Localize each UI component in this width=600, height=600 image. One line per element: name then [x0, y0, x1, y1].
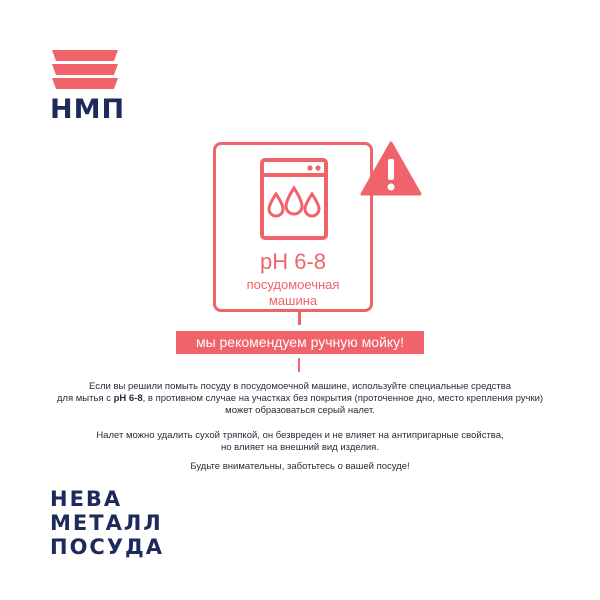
brand-line-3: ПОСУДА	[50, 535, 164, 559]
device-name-line-2: машина	[268, 293, 318, 308]
recommendation-banner: мы рекомендуем ручную мойку!	[176, 331, 424, 354]
ph-value: pH 6-8	[259, 249, 327, 274]
brand-name	[50, 487, 164, 559]
paragraph-1-line-3: может образоваться серый налет.	[225, 405, 375, 416]
logo-text: НМП	[50, 94, 126, 125]
brand-line-1: НЕВА	[50, 487, 123, 511]
paragraph-1-line-1: Если вы решили помыть посуду в посудомоечной машине, используйте специальные средства	[88, 381, 512, 392]
paragraph-2-line-2: но влияет на внешний вид изделия.	[221, 442, 379, 453]
stacked-pans-icon	[50, 48, 120, 92]
brand-line-2: МЕТАЛЛ	[50, 511, 163, 535]
paragraph-1-line-2: для мытья с pH 6-8, в противном случае на участках без покрытия (проточенное дно, место крепления ручки)	[56, 393, 544, 404]
paragraph-2-line-1: Налет можно удалить сухой тряпкой, он безвреден и не влияет на антипригарные свойства,	[96, 430, 504, 441]
paragraph-residue	[40, 430, 560, 454]
connector-line	[298, 309, 301, 325]
ph-bold: pH 6-8	[113, 393, 143, 404]
logo	[50, 48, 126, 123]
paragraph-dishwasher	[40, 381, 560, 417]
paragraph-3-line: Будьте внимательны, заботьтесь о вашей посуде!	[190, 461, 410, 472]
device-name	[216, 277, 370, 309]
paragraph-careful	[40, 461, 560, 473]
device-name-line-1: посудомоечная	[246, 277, 340, 292]
dishwasher-icon	[260, 158, 328, 240]
connector-line-lower	[298, 358, 300, 372]
ph-info-card	[213, 142, 373, 312]
warning-triangle-icon	[359, 140, 423, 198]
